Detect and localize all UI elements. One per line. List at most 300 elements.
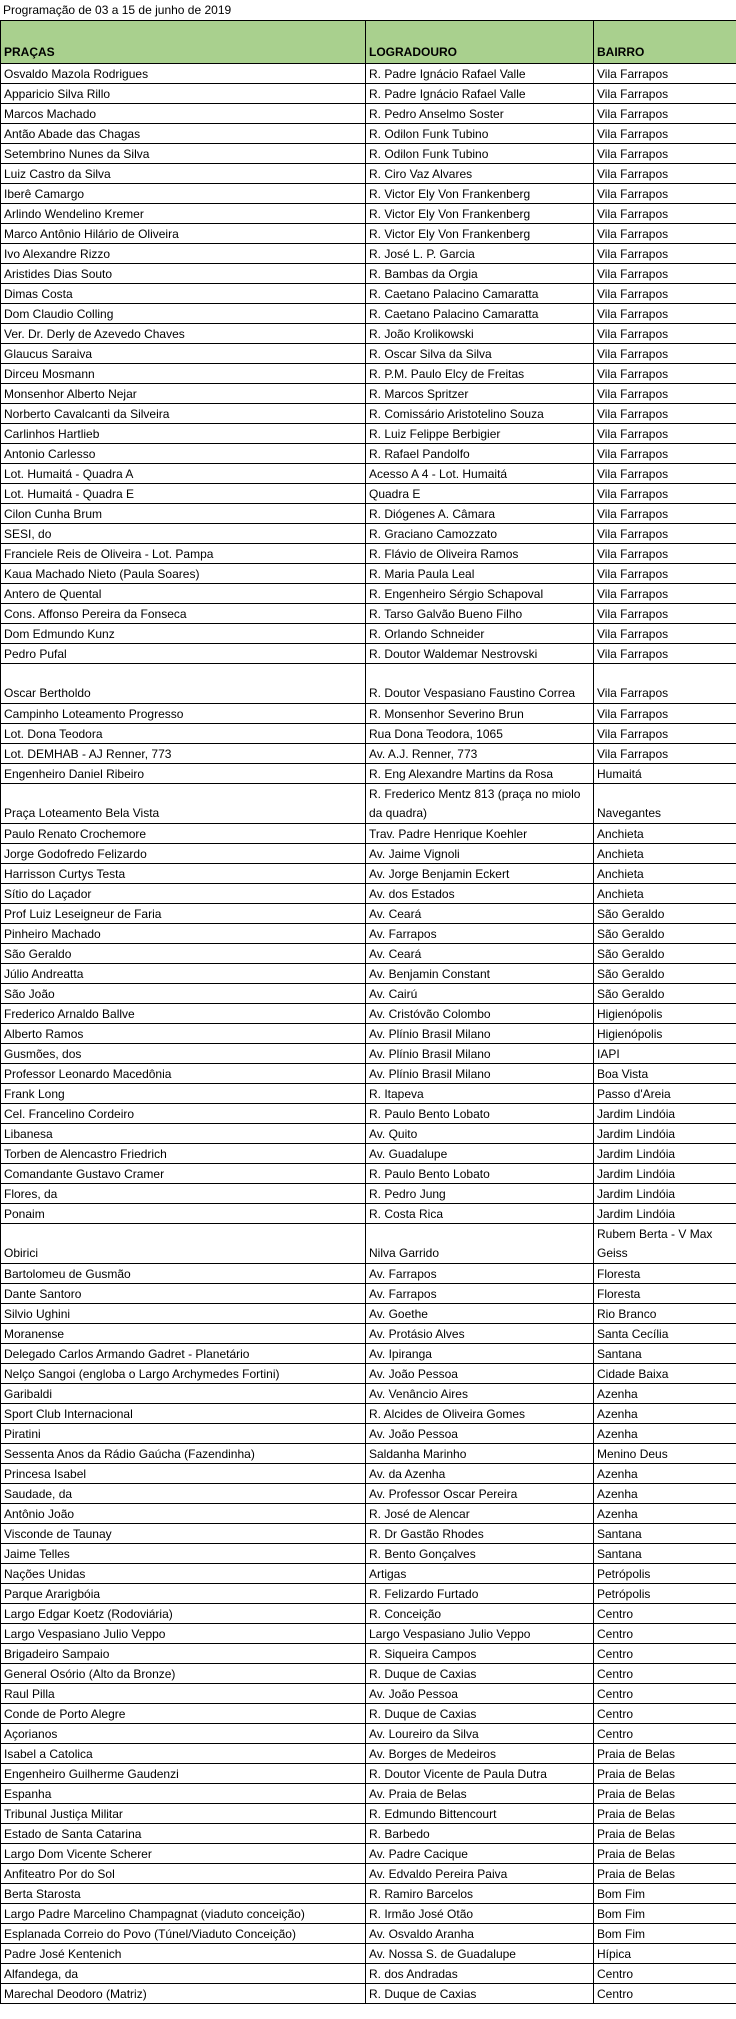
logradouro-cell: R. Doutor Vicente de Paula Dutra bbox=[366, 1764, 594, 1784]
bairro-cell: Vila Farrapos bbox=[594, 484, 736, 504]
table-row bbox=[1, 704, 736, 724]
bairro-cell: Vila Farrapos bbox=[594, 624, 736, 644]
logradouro-cell: R. Paulo Bento Lobato bbox=[366, 1164, 594, 1184]
bairro-cell: Jardim Lindóia bbox=[594, 1184, 736, 1204]
logradouro-cell: Av. Quito bbox=[366, 1124, 594, 1144]
praca-cell: Prof Luiz Leseigneur de Faria bbox=[1, 904, 366, 924]
logradouro-cell: Av. Padre Cacique bbox=[366, 1844, 594, 1864]
praca-cell: Açorianos bbox=[1, 1724, 366, 1744]
logradouro-cell: R. Engenheiro Sérgio Schapoval bbox=[366, 584, 594, 604]
praca-cell: Ponaim bbox=[1, 1204, 366, 1224]
table-row bbox=[1, 244, 736, 264]
logradouro-cell: Av. Osvaldo Aranha bbox=[366, 1924, 594, 1944]
table-row bbox=[1, 864, 736, 884]
table-row bbox=[1, 84, 736, 104]
bairro-cell: Santa Cecília bbox=[594, 1324, 736, 1344]
bairro-cell: Santana bbox=[594, 1524, 736, 1544]
praca-cell: Marechal Deodoro (Matriz) bbox=[1, 1984, 366, 2004]
logradouro-cell: Av. João Pessoa bbox=[366, 1684, 594, 1704]
bairro-cell: Higienópolis bbox=[594, 1004, 736, 1024]
bairro-cell: Petrópolis bbox=[594, 1564, 736, 1584]
praca-cell: Jaime Telles bbox=[1, 1544, 366, 1564]
logradouro-cell: R. Bambas da Orgia bbox=[366, 264, 594, 284]
logradouro-cell: R. Paulo Bento Lobato bbox=[366, 1104, 594, 1124]
table-row bbox=[1, 1884, 736, 1904]
bairro-cell: Vila Farrapos bbox=[594, 284, 736, 304]
bairro-cell: Vila Farrapos bbox=[594, 64, 736, 84]
praca-cell: Setembrino Nunes da Silva bbox=[1, 144, 366, 164]
table-row bbox=[1, 544, 736, 564]
praca-cell: Moranense bbox=[1, 1324, 366, 1344]
table-row bbox=[1, 1664, 736, 1684]
logradouro-cell: Av. Professor Oscar Pereira bbox=[366, 1484, 594, 1504]
bairro-cell: São Geraldo bbox=[594, 984, 736, 1004]
praca-cell: Libanesa bbox=[1, 1124, 366, 1144]
table-row bbox=[1, 1944, 736, 1964]
logradouro-cell: Saldanha Marinho bbox=[366, 1444, 594, 1464]
table-row bbox=[1, 1024, 736, 1044]
table-row bbox=[1, 124, 736, 144]
praca-cell: Berta Starosta bbox=[1, 1884, 366, 1904]
logradouro-cell: R. Odilon Funk Tubino bbox=[366, 124, 594, 144]
table-row bbox=[1, 1724, 736, 1744]
praca-cell: Engenheiro Guilherme Gaudenzi bbox=[1, 1764, 366, 1784]
bairro-cell: Jardim Lindóia bbox=[594, 1144, 736, 1164]
logradouro-cell: Av. Goethe bbox=[366, 1304, 594, 1324]
table-row bbox=[1, 1764, 736, 1784]
praca-cell: Cons. Affonso Pereira da Fonseca bbox=[1, 604, 366, 624]
bairro-cell: Centro bbox=[594, 1644, 736, 1664]
praca-cell: Dom Claudio Colling bbox=[1, 304, 366, 324]
praca-cell: Largo Padre Marcelino Champagnat (viaduto conceição) bbox=[1, 1904, 366, 1924]
praca-cell: Parque Ararigbóia bbox=[1, 1584, 366, 1604]
table-row bbox=[1, 1404, 736, 1424]
table-row bbox=[1, 1524, 736, 1544]
table-row bbox=[1, 664, 736, 704]
bairro-cell: Praia de Belas bbox=[594, 1764, 736, 1784]
bairro-cell: Vila Farrapos bbox=[594, 744, 736, 764]
logradouro-cell: Av. Borges de Medeiros bbox=[366, 1744, 594, 1764]
logradouro-cell: R. Doutor Waldemar Nestrovski bbox=[366, 644, 594, 664]
logradouro-cell: R. Ciro Vaz Alvares bbox=[366, 164, 594, 184]
praca-cell: Comandante Gustavo Cramer bbox=[1, 1164, 366, 1184]
table-row bbox=[1, 304, 736, 324]
bairro-cell: Higienópolis bbox=[594, 1024, 736, 1044]
bairro-cell: Praia de Belas bbox=[594, 1804, 736, 1824]
logradouro-cell: Quadra E bbox=[366, 484, 594, 504]
bairro-cell: Vila Farrapos bbox=[594, 364, 736, 384]
bairro-cell: Vila Farrapos bbox=[594, 224, 736, 244]
logradouro-cell: R. Caetano Palacino Camaratta bbox=[366, 304, 594, 324]
bairro-cell: Bom Fim bbox=[594, 1924, 736, 1944]
table-row bbox=[1, 64, 736, 84]
bairro-cell: Jardim Lindóia bbox=[594, 1104, 736, 1124]
table-row bbox=[1, 1804, 736, 1824]
bairro-cell: Vila Farrapos bbox=[594, 84, 736, 104]
bairro-cell: São Geraldo bbox=[594, 904, 736, 924]
praca-cell: Lot. DEMHAB - AJ Renner, 773 bbox=[1, 744, 366, 764]
praca-cell: Frederico Arnaldo Ballve bbox=[1, 1004, 366, 1024]
bairro-cell: Praia de Belas bbox=[594, 1844, 736, 1864]
bairro-cell: Anchieta bbox=[594, 844, 736, 864]
praca-cell: Estado de Santa Catarina bbox=[1, 1824, 366, 1844]
logradouro-cell: R. José L. P. Garcia bbox=[366, 244, 594, 264]
table-row bbox=[1, 784, 736, 824]
logradouro-cell: R. Frederico Mentz 813 (praça no miolo da quadra) bbox=[366, 784, 594, 824]
logradouro-cell: R. Maria Paula Leal bbox=[366, 564, 594, 584]
table-row bbox=[1, 1564, 736, 1584]
table-row bbox=[1, 1704, 736, 1724]
bairro-cell: Centro bbox=[594, 1664, 736, 1684]
table-row bbox=[1, 1004, 736, 1024]
table-row bbox=[1, 844, 736, 864]
praca-cell: Cel. Francelino Cordeiro bbox=[1, 1104, 366, 1124]
praca-cell: Torben de Alencastro Friedrich bbox=[1, 1144, 366, 1164]
praca-cell: Engenheiro Daniel Ribeiro bbox=[1, 764, 366, 784]
table-row bbox=[1, 1124, 736, 1144]
table-row bbox=[1, 204, 736, 224]
praca-cell: Obirici bbox=[1, 1224, 366, 1264]
bairro-cell: Boa Vista bbox=[594, 1064, 736, 1084]
table-row bbox=[1, 1864, 736, 1884]
bairro-cell: Vila Farrapos bbox=[594, 564, 736, 584]
logradouro-cell: Av. Farrapos bbox=[366, 1264, 594, 1284]
logradouro-cell: R. Felizardo Furtado bbox=[366, 1584, 594, 1604]
table-row bbox=[1, 884, 736, 904]
logradouro-cell: Av. Nossa S. de Guadalupe bbox=[366, 1944, 594, 1964]
logradouro-cell: Av. Farrapos bbox=[366, 1284, 594, 1304]
praca-cell: Padre José Kentenich bbox=[1, 1944, 366, 1964]
table-row bbox=[1, 1604, 736, 1624]
table-row bbox=[1, 1344, 736, 1364]
logradouro-cell: R. Bento Gonçalves bbox=[366, 1544, 594, 1564]
praca-cell: Sessenta Anos da Rádio Gaúcha (Fazendinha) bbox=[1, 1444, 366, 1464]
bairro-cell: Centro bbox=[594, 1724, 736, 1744]
logradouro-cell: R. Irmão José Otão bbox=[366, 1904, 594, 1924]
bairro-cell: Azenha bbox=[594, 1424, 736, 1444]
table-row bbox=[1, 1544, 736, 1564]
praca-cell: Harrisson Curtys Testa bbox=[1, 864, 366, 884]
bairro-cell: Azenha bbox=[594, 1464, 736, 1484]
bairro-cell: Jardim Lindóia bbox=[594, 1164, 736, 1184]
logradouro-cell: R. Duque de Caxias bbox=[366, 1664, 594, 1684]
logradouro-cell: R. Odilon Funk Tubino bbox=[366, 144, 594, 164]
table-row bbox=[1, 1444, 736, 1464]
bairro-cell: Praia de Belas bbox=[594, 1864, 736, 1884]
logradouro-cell: Av. dos Estados bbox=[366, 884, 594, 904]
logradouro-cell: Av. Benjamin Constant bbox=[366, 964, 594, 984]
praca-cell: Oscar Bertholdo bbox=[1, 664, 366, 704]
bairro-cell: Anchieta bbox=[594, 884, 736, 904]
table-row bbox=[1, 824, 736, 844]
praca-cell: Jorge Godofredo Felizardo bbox=[1, 844, 366, 864]
praca-cell: Paulo Renato Crochemore bbox=[1, 824, 366, 844]
bairro-cell: Azenha bbox=[594, 1404, 736, 1424]
bairro-cell: Vila Farrapos bbox=[594, 444, 736, 464]
logradouro-cell: Av. Plínio Brasil Milano bbox=[366, 1064, 594, 1084]
bairro-cell: Vila Farrapos bbox=[594, 524, 736, 544]
praca-cell: Dante Santoro bbox=[1, 1284, 366, 1304]
logradouro-cell: R. Dr Gastão Rhodes bbox=[366, 1524, 594, 1544]
bairro-cell: Azenha bbox=[594, 1384, 736, 1404]
praca-cell: Alfandega, da bbox=[1, 1964, 366, 1984]
table-row bbox=[1, 144, 736, 164]
table-row bbox=[1, 1164, 736, 1184]
table-row bbox=[1, 604, 736, 624]
bairro-cell: São Geraldo bbox=[594, 924, 736, 944]
bairro-cell: Vila Farrapos bbox=[594, 604, 736, 624]
bairro-cell: Centro bbox=[594, 1984, 736, 2004]
table-row bbox=[1, 584, 736, 604]
logradouro-cell: R. Flávio de Oliveira Ramos bbox=[366, 544, 594, 564]
bairro-cell: Vila Farrapos bbox=[594, 344, 736, 364]
table-row bbox=[1, 764, 736, 784]
logradouro-cell: Av. Praia de Belas bbox=[366, 1784, 594, 1804]
bairro-cell: Santana bbox=[594, 1544, 736, 1564]
bairro-cell: Navegantes bbox=[594, 784, 736, 824]
praca-cell: Professor Leonardo Macedônia bbox=[1, 1064, 366, 1084]
logradouro-cell: R. Padre Ignácio Rafael Valle bbox=[366, 84, 594, 104]
logradouro-cell: Av. Protásio Alves bbox=[366, 1324, 594, 1344]
logradouro-cell: Av. da Azenha bbox=[366, 1464, 594, 1484]
logradouro-cell: R. Conceição bbox=[366, 1604, 594, 1624]
table-row bbox=[1, 1144, 736, 1164]
logradouro-cell: Av. João Pessoa bbox=[366, 1364, 594, 1384]
table-row bbox=[1, 344, 736, 364]
bairro-cell: Centro bbox=[594, 1684, 736, 1704]
praca-cell: Antônio João bbox=[1, 1504, 366, 1524]
praca-cell: Pedro Pufal bbox=[1, 644, 366, 664]
table-row bbox=[1, 1224, 736, 1264]
logradouro-cell: R. Pedro Anselmo Soster bbox=[366, 104, 594, 124]
bairro-cell: Humaitá bbox=[594, 764, 736, 784]
logradouro-cell: R. Duque de Caxias bbox=[366, 1984, 594, 2004]
praca-cell: Luiz Castro da Silva bbox=[1, 164, 366, 184]
praca-cell: Ivo Alexandre Rizzo bbox=[1, 244, 366, 264]
logradouro-cell: Av. Edvaldo Pereira Paiva bbox=[366, 1864, 594, 1884]
table-row bbox=[1, 724, 736, 744]
praca-cell: Antão Abade das Chagas bbox=[1, 124, 366, 144]
logradouro-cell: R. Luiz Felippe Berbigier bbox=[366, 424, 594, 444]
praca-cell: Antonio Carlesso bbox=[1, 444, 366, 464]
table-row bbox=[1, 184, 736, 204]
praca-cell: Alberto Ramos bbox=[1, 1024, 366, 1044]
logradouro-cell: Nilva Garrido bbox=[366, 1224, 594, 1264]
table-row bbox=[1, 1584, 736, 1604]
logradouro-cell: Rua Dona Teodora, 1065 bbox=[366, 724, 594, 744]
logradouro-cell: Av. Cairú bbox=[366, 984, 594, 1004]
logradouro-cell: R. Comissário Aristotelino Souza bbox=[366, 404, 594, 424]
logradouro-cell: Av. Farrapos bbox=[366, 924, 594, 944]
table-row bbox=[1, 964, 736, 984]
logradouro-cell: Acesso A 4 - Lot. Humaitá bbox=[366, 464, 594, 484]
praca-cell: Dimas Costa bbox=[1, 284, 366, 304]
praca-cell: São João bbox=[1, 984, 366, 1004]
logradouro-cell: R. Edmundo Bittencourt bbox=[366, 1804, 594, 1824]
logradouro-cell: Av. Ceará bbox=[366, 944, 594, 964]
bairro-cell: Vila Farrapos bbox=[594, 324, 736, 344]
bairro-cell: Vila Farrapos bbox=[594, 724, 736, 744]
bairro-cell: Floresta bbox=[594, 1264, 736, 1284]
praca-cell: Franciele Reis de Oliveira - Lot. Pampa bbox=[1, 544, 366, 564]
logradouro-cell: R. Victor Ely Von Frankenberg bbox=[366, 204, 594, 224]
table-row bbox=[1, 1824, 736, 1844]
logradouro-cell: R. Duque de Caxias bbox=[366, 1704, 594, 1724]
table-row bbox=[1, 524, 736, 544]
bairro-cell: Vila Farrapos bbox=[594, 644, 736, 664]
praca-cell: Pinheiro Machado bbox=[1, 924, 366, 944]
praca-cell: Aristides Dias Souto bbox=[1, 264, 366, 284]
logradouro-cell: R. João Krolikowski bbox=[366, 324, 594, 344]
praca-cell: Isabel a Catolica bbox=[1, 1744, 366, 1764]
praca-cell: Piratini bbox=[1, 1424, 366, 1444]
bairro-cell: Vila Farrapos bbox=[594, 404, 736, 424]
praca-cell: Kaua Machado Nieto (Paula Soares) bbox=[1, 564, 366, 584]
bairro-cell: Santana bbox=[594, 1344, 736, 1364]
table-row bbox=[1, 1304, 736, 1324]
praca-cell: Visconde de Taunay bbox=[1, 1524, 366, 1544]
table-row bbox=[1, 1744, 736, 1764]
table-body bbox=[1, 64, 736, 2004]
praca-cell: Raul Pilla bbox=[1, 1684, 366, 1704]
logradouro-cell: Artigas bbox=[366, 1564, 594, 1584]
praca-cell: Flores, da bbox=[1, 1184, 366, 1204]
bairro-cell: Vila Farrapos bbox=[594, 204, 736, 224]
praca-cell: Frank Long bbox=[1, 1084, 366, 1104]
praca-cell: Tribunal Justiça Militar bbox=[1, 1804, 366, 1824]
praca-cell: São Geraldo bbox=[1, 944, 366, 964]
logradouro-cell: R. Graciano Camozzato bbox=[366, 524, 594, 544]
logradouro-cell: Largo Vespasiano Julio Veppo bbox=[366, 1624, 594, 1644]
table-row bbox=[1, 984, 736, 1004]
table-row bbox=[1, 1204, 736, 1224]
logradouro-cell: R. Itapeva bbox=[366, 1084, 594, 1104]
table-row bbox=[1, 1044, 736, 1064]
logradouro-cell: Trav. Padre Henrique Koehler bbox=[366, 824, 594, 844]
table-row bbox=[1, 284, 736, 304]
praca-cell: Osvaldo Mazola Rodrigues bbox=[1, 64, 366, 84]
table-row bbox=[1, 104, 736, 124]
bairro-cell: Rio Branco bbox=[594, 1304, 736, 1324]
praca-cell: Lot. Humaitá - Quadra E bbox=[1, 484, 366, 504]
bairro-cell: Rubem Berta - V Max Geiss bbox=[594, 1224, 736, 1264]
bairro-cell: Passo d'Areia bbox=[594, 1084, 736, 1104]
praca-cell: Praça Loteamento Bela Vista bbox=[1, 784, 366, 824]
logradouro-cell: R. José de Alencar bbox=[366, 1504, 594, 1524]
bairro-cell: Vila Farrapos bbox=[594, 104, 736, 124]
praca-cell: Gusmões, dos bbox=[1, 1044, 366, 1064]
table-row bbox=[1, 1184, 736, 1204]
bairro-cell: Jardim Lindóia bbox=[594, 1204, 736, 1224]
bairro-cell: Vila Farrapos bbox=[594, 544, 736, 564]
logradouro-cell: Av. Venâncio Aires bbox=[366, 1384, 594, 1404]
logradouro-cell: R. Siqueira Campos bbox=[366, 1644, 594, 1664]
praca-cell: Sítio do Laçador bbox=[1, 884, 366, 904]
table-row bbox=[1, 224, 736, 244]
praca-cell: Iberê Camargo bbox=[1, 184, 366, 204]
table-row bbox=[1, 464, 736, 484]
praca-cell: Marco Antônio Hilário de Oliveira bbox=[1, 224, 366, 244]
table-row bbox=[1, 1484, 736, 1504]
bairro-cell: Cidade Baixa bbox=[594, 1364, 736, 1384]
praca-cell: Esplanada Correio do Povo (Túnel/Viaduto Conceição) bbox=[1, 1924, 366, 1944]
praca-cell: Silvio Ughini bbox=[1, 1304, 366, 1324]
bairro-cell: Praia de Belas bbox=[594, 1744, 736, 1764]
praca-cell: Campinho Loteamento Progresso bbox=[1, 704, 366, 724]
bairro-cell: Vila Farrapos bbox=[594, 164, 736, 184]
logradouro-cell: R. Caetano Palacino Camaratta bbox=[366, 284, 594, 304]
table-row bbox=[1, 264, 736, 284]
table-row bbox=[1, 1624, 736, 1644]
table-row bbox=[1, 944, 736, 964]
praca-cell: Nações Unidas bbox=[1, 1564, 366, 1584]
bairro-cell: Vila Farrapos bbox=[594, 124, 736, 144]
table-row bbox=[1, 364, 736, 384]
logradouro-cell: R. Pedro Jung bbox=[366, 1184, 594, 1204]
bairro-cell: Praia de Belas bbox=[594, 1824, 736, 1844]
column-header-bairro: BAIRRO bbox=[594, 21, 736, 64]
praca-cell: Brigadeiro Sampaio bbox=[1, 1644, 366, 1664]
bairro-cell: Petrópolis bbox=[594, 1584, 736, 1604]
praca-cell: Sport Club Internacional bbox=[1, 1404, 366, 1424]
logradouro-cell: R. Oscar Silva da Silva bbox=[366, 344, 594, 364]
table-row bbox=[1, 744, 736, 764]
praca-cell: Dirceu Mosmann bbox=[1, 364, 366, 384]
bairro-cell: Vila Farrapos bbox=[594, 704, 736, 724]
table-row bbox=[1, 1504, 736, 1524]
table-row bbox=[1, 1384, 736, 1404]
column-header-logradouro: LOGRADOURO bbox=[366, 21, 594, 64]
table-row bbox=[1, 324, 736, 344]
praca-cell: Monsenhor Alberto Nejar bbox=[1, 384, 366, 404]
logradouro-cell: Av. João Pessoa bbox=[366, 1424, 594, 1444]
praca-cell: Apparicio Silva Rillo bbox=[1, 84, 366, 104]
table-row bbox=[1, 1984, 736, 2004]
table-row bbox=[1, 1104, 736, 1124]
table-row bbox=[1, 1644, 736, 1664]
praca-cell: Antero de Quental bbox=[1, 584, 366, 604]
logradouro-cell: R. Eng Alexandre Martins da Rosa bbox=[366, 764, 594, 784]
table-row bbox=[1, 1424, 736, 1444]
praca-cell: Bartolomeu de Gusmão bbox=[1, 1264, 366, 1284]
praca-cell: Conde de Porto Alegre bbox=[1, 1704, 366, 1724]
praca-cell: SESI, do bbox=[1, 524, 366, 544]
table-row bbox=[1, 1964, 736, 1984]
logradouro-cell: R. dos Andradas bbox=[366, 1964, 594, 1984]
table-row bbox=[1, 564, 736, 584]
logradouro-cell: Av. A.J. Renner, 773 bbox=[366, 744, 594, 764]
bairro-cell: Vila Farrapos bbox=[594, 664, 736, 704]
logradouro-cell: Av. Plínio Brasil Milano bbox=[366, 1044, 594, 1064]
bairro-cell: Menino Deus bbox=[594, 1444, 736, 1464]
praca-cell: Espanha bbox=[1, 1784, 366, 1804]
praca-cell: Princesa Isabel bbox=[1, 1464, 366, 1484]
table-row bbox=[1, 164, 736, 184]
bairro-cell: Centro bbox=[594, 1604, 736, 1624]
bairro-cell: Vila Farrapos bbox=[594, 464, 736, 484]
table-row bbox=[1, 624, 736, 644]
logradouro-cell: R. Padre Ignácio Rafael Valle bbox=[366, 64, 594, 84]
praca-cell: Marcos Machado bbox=[1, 104, 366, 124]
logradouro-cell: Av. Jaime Vignoli bbox=[366, 844, 594, 864]
table-row bbox=[1, 924, 736, 944]
table-row bbox=[1, 1324, 736, 1344]
logradouro-cell: R. Orlando Schneider bbox=[366, 624, 594, 644]
logradouro-cell: R. Victor Ely Von Frankenberg bbox=[366, 224, 594, 244]
praca-cell: Glaucus Saraiva bbox=[1, 344, 366, 364]
table-row bbox=[1, 1364, 736, 1384]
pracas-table bbox=[0, 20, 736, 2004]
